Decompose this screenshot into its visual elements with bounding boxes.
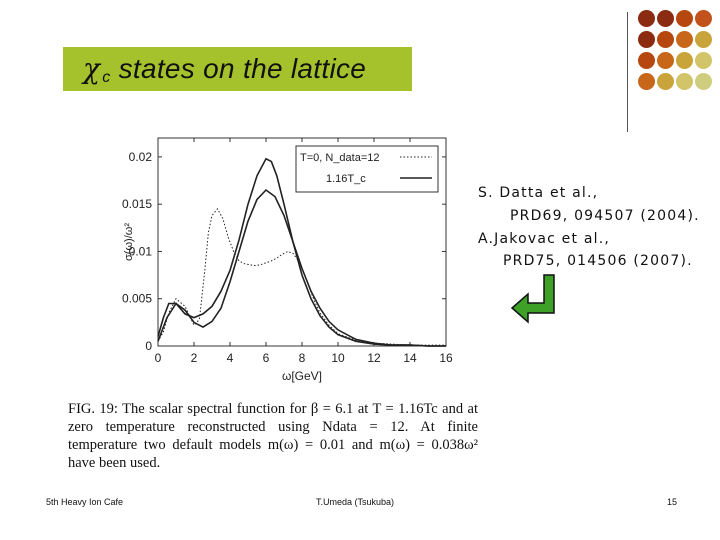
decorative-dot	[676, 31, 693, 48]
decorative-dot	[638, 31, 655, 48]
x-axis-label: ω[GeV]	[281, 369, 323, 383]
y-tick-label: 0.015	[121, 197, 152, 212]
y-axis-label: σ(ω)/ω²	[123, 222, 135, 262]
slide-title	[83, 52, 366, 87]
y-tick-label: 0.02	[128, 149, 152, 164]
footer-author: T.Umeda (Tsukuba)	[316, 497, 395, 507]
title-banner	[63, 47, 412, 91]
decorative-dot	[638, 52, 655, 69]
decorative-vertical-line	[627, 12, 628, 132]
footer-page-number: 15	[667, 497, 678, 507]
decorative-dot	[638, 73, 655, 90]
title-subscript: c	[102, 68, 111, 86]
x-tick-label: 0	[154, 351, 162, 365]
decorative-dot	[657, 73, 674, 90]
decorative-dot	[695, 52, 712, 69]
figure-caption: FIG. 19: The scalar spectral function for β = 6.1 at T = 1.16Tc and at zero temperature reconstructed using Ndata = 12. At finite temperature two default models m(ω) = 0.01 and m(ω) = 0.038ω² have been used.	[68, 401, 478, 471]
decorative-dot	[638, 10, 655, 27]
x-tick-label: 14	[403, 351, 417, 365]
reference-2-authors: A.Jakovac et al.,	[478, 231, 610, 247]
reference-1-authors: S. Datta et al.,	[478, 185, 599, 201]
reference-1-journal: PRD69, 094507 (2004).	[510, 208, 700, 224]
decorative-dot	[657, 52, 674, 69]
x-tick-label: 6	[262, 351, 270, 365]
decorative-dot	[676, 73, 693, 90]
legend-label-2: 1.16T_c	[326, 173, 366, 185]
x-tick-label: 16	[439, 351, 453, 365]
decorative-dot	[657, 10, 674, 27]
decorative-dot	[676, 52, 693, 69]
title-text: states on the lattice	[118, 52, 367, 84]
x-tick-label: 2	[190, 351, 198, 365]
decorative-dot	[695, 10, 712, 27]
x-tick-label: 8	[298, 351, 306, 365]
reference-2-journal: PRD75, 014506 (2007).	[503, 253, 693, 269]
footer-event: 5th Heavy Ion Cafe	[46, 497, 124, 507]
x-tick-label: 4	[226, 351, 234, 365]
x-tick-label: 10	[331, 351, 345, 365]
y-tick-label: 0	[145, 339, 152, 353]
legend-label-1: T=0, N_data=12	[300, 152, 380, 164]
decorative-dot	[695, 73, 712, 90]
title-chi-symbol: χ	[83, 51, 101, 85]
decorative-dot	[676, 10, 693, 27]
x-tick-label: 12	[367, 351, 381, 365]
y-tick-label: 0.005	[121, 291, 152, 306]
return-arrow-icon	[510, 273, 560, 325]
decorative-dot	[695, 31, 712, 48]
series-line-3	[158, 190, 446, 346]
spectral-function-chart	[118, 128, 458, 398]
decorative-dot	[657, 31, 674, 48]
y-tick-label: 0.01	[128, 244, 152, 259]
